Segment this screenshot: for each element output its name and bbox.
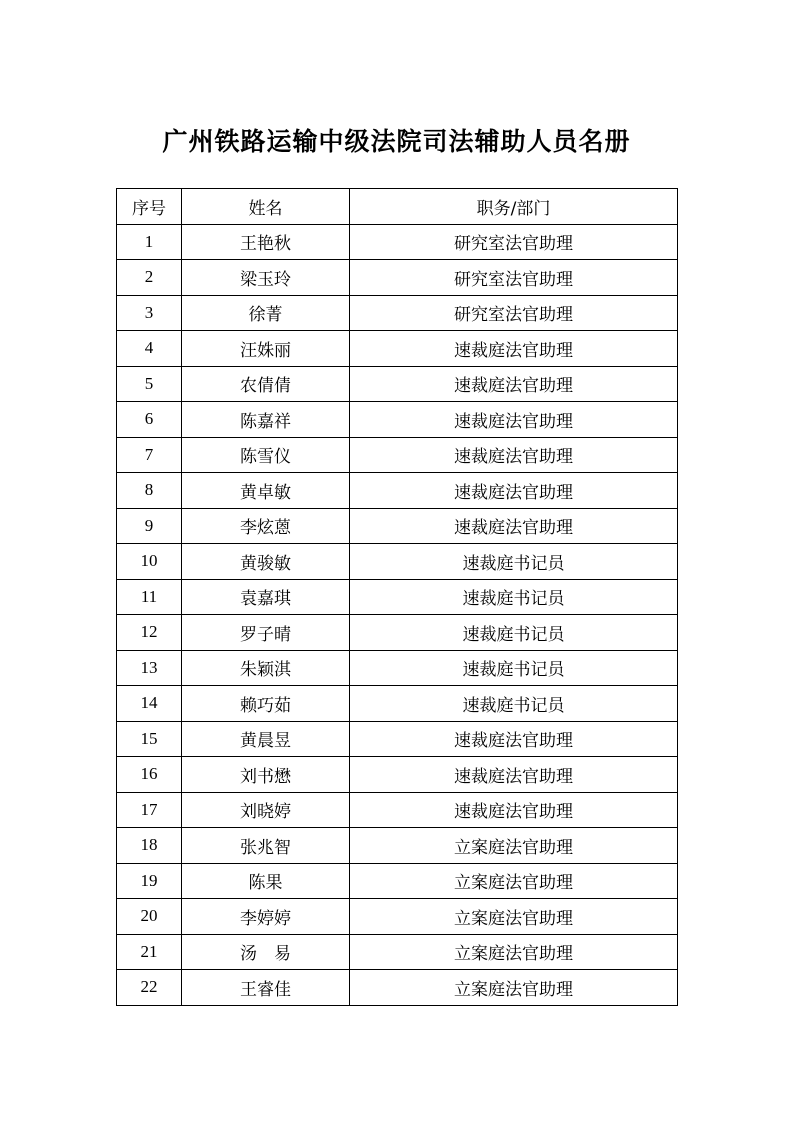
- table-row: [117, 260, 678, 296]
- row-index-cell: 22: [117, 970, 182, 1006]
- row-index-cell: 3: [117, 295, 182, 331]
- table-row: [117, 331, 678, 367]
- row-name-cell: 赖巧茹: [182, 686, 350, 722]
- row-position-cell: 立案庭法官助理: [350, 863, 678, 899]
- column-header-position: 职务/部门: [350, 189, 678, 225]
- row-name-cell: 汤 易: [182, 934, 350, 970]
- row-position-cell: 速裁庭法官助理: [350, 473, 678, 509]
- row-position-cell: 速裁庭法官助理: [350, 757, 678, 793]
- row-position-cell: 研究室法官助理: [350, 224, 678, 260]
- table-row: [117, 437, 678, 473]
- row-name-cell: 李婷婷: [182, 899, 350, 935]
- row-position-cell: 速裁庭书记员: [350, 615, 678, 651]
- row-index-cell: 6: [117, 402, 182, 438]
- row-position-cell: 立案庭法官助理: [350, 934, 678, 970]
- table-row: [117, 579, 678, 615]
- row-name-cell: 罗子晴: [182, 615, 350, 651]
- row-name-cell: 徐菁: [182, 295, 350, 331]
- row-name-cell: 朱颖淇: [182, 650, 350, 686]
- table-row: [117, 295, 678, 331]
- row-index-cell: 17: [117, 792, 182, 828]
- row-position-cell: 速裁庭法官助理: [350, 721, 678, 757]
- row-index-cell: 13: [117, 650, 182, 686]
- row-name-cell: 刘晓婷: [182, 792, 350, 828]
- table-row: [117, 899, 678, 935]
- row-index-cell: 15: [117, 721, 182, 757]
- table-header-row: [117, 189, 678, 225]
- column-header-name: 姓名: [182, 189, 350, 225]
- column-header-index: 序号: [117, 189, 182, 225]
- row-position-cell: 立案庭法官助理: [350, 899, 678, 935]
- row-index-cell: 12: [117, 615, 182, 651]
- row-index-cell: 11: [117, 579, 182, 615]
- table-row: [117, 970, 678, 1006]
- row-index-cell: 4: [117, 331, 182, 367]
- row-position-cell: 立案庭法官助理: [350, 828, 678, 864]
- row-name-cell: 陈嘉祥: [182, 402, 350, 438]
- table-row: [117, 934, 678, 970]
- row-index-cell: 10: [117, 544, 182, 580]
- table-row: [117, 508, 678, 544]
- row-index-cell: 9: [117, 508, 182, 544]
- row-position-cell: 速裁庭书记员: [350, 650, 678, 686]
- row-position-cell: 速裁庭法官助理: [350, 366, 678, 402]
- table-body: [117, 224, 678, 1005]
- table-row: [117, 757, 678, 793]
- page-title: 广州铁路运输中级法院司法辅助人员名册: [162, 127, 631, 156]
- row-name-cell: 袁嘉琪: [182, 579, 350, 615]
- row-position-cell: 速裁庭法官助理: [350, 331, 678, 367]
- row-position-cell: 速裁庭法官助理: [350, 437, 678, 473]
- table-row: [117, 828, 678, 864]
- row-position-cell: 立案庭法官助理: [350, 970, 678, 1006]
- row-name-cell: 黄骏敏: [182, 544, 350, 580]
- row-index-cell: 14: [117, 686, 182, 722]
- row-name-cell: 汪姝丽: [182, 331, 350, 367]
- row-name-cell: 张兆智: [182, 828, 350, 864]
- table-row: [117, 650, 678, 686]
- table-row: [117, 366, 678, 402]
- row-index-cell: 21: [117, 934, 182, 970]
- row-index-cell: 5: [117, 366, 182, 402]
- table-row: [117, 686, 678, 722]
- row-position-cell: 速裁庭法官助理: [350, 792, 678, 828]
- row-name-cell: 刘书懋: [182, 757, 350, 793]
- row-name-cell: 黄卓敏: [182, 473, 350, 509]
- table-row: [117, 721, 678, 757]
- row-index-cell: 8: [117, 473, 182, 509]
- table-row: [117, 792, 678, 828]
- row-index-cell: 2: [117, 260, 182, 296]
- row-position-cell: 研究室法官助理: [350, 295, 678, 331]
- row-index-cell: 19: [117, 863, 182, 899]
- table-row: [117, 473, 678, 509]
- row-index-cell: 1: [117, 224, 182, 260]
- table-row: [117, 615, 678, 651]
- staff-roster-table: [116, 188, 678, 1006]
- row-name-cell: 梁玉玲: [182, 260, 350, 296]
- row-index-cell: 7: [117, 437, 182, 473]
- row-index-cell: 20: [117, 899, 182, 935]
- row-position-cell: 速裁庭法官助理: [350, 508, 678, 544]
- table-row: [117, 544, 678, 580]
- row-position-cell: 速裁庭书记员: [350, 686, 678, 722]
- row-position-cell: 速裁庭书记员: [350, 579, 678, 615]
- row-name-cell: 王睿佳: [182, 970, 350, 1006]
- row-position-cell: 速裁庭书记员: [350, 544, 678, 580]
- table-row: [117, 224, 678, 260]
- row-index-cell: 18: [117, 828, 182, 864]
- table-row: [117, 863, 678, 899]
- row-position-cell: 速裁庭法官助理: [350, 402, 678, 438]
- row-name-cell: 陈果: [182, 863, 350, 899]
- row-name-cell: 王艳秋: [182, 224, 350, 260]
- row-name-cell: 陈雪仪: [182, 437, 350, 473]
- row-name-cell: 李炫蒽: [182, 508, 350, 544]
- row-name-cell: 农倩倩: [182, 366, 350, 402]
- row-position-cell: 研究室法官助理: [350, 260, 678, 296]
- row-index-cell: 16: [117, 757, 182, 793]
- table-row: [117, 402, 678, 438]
- row-name-cell: 黄晨昱: [182, 721, 350, 757]
